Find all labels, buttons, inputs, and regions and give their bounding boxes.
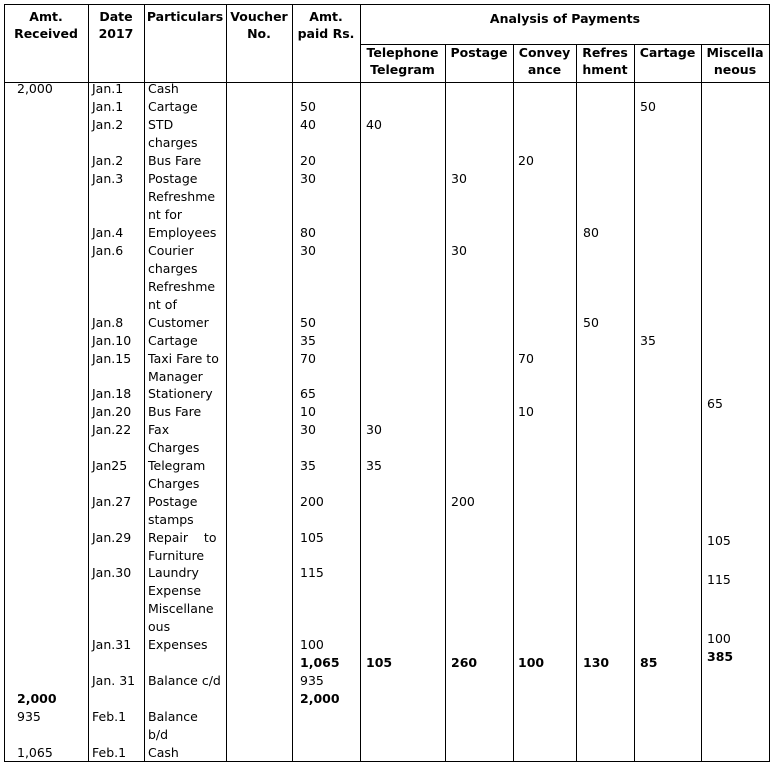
- header-analysis: Analysis of Payments: [489, 11, 641, 26]
- header-telephone: Telephone Telegram: [366, 45, 439, 77]
- paid-amount: 70: [300, 351, 316, 366]
- refreshment-amount: 50: [583, 315, 599, 330]
- telephone-amount: 30: [366, 422, 382, 437]
- header-particulars: Particulars: [146, 9, 224, 24]
- telephone-amount: 35: [366, 458, 382, 473]
- conveyance-amount: 70: [518, 351, 534, 366]
- entry-date: Jan.22: [92, 422, 132, 437]
- entry-particulars: Expense: [148, 583, 202, 598]
- paid-amount: 80: [300, 225, 316, 240]
- entry-particulars: charges: [148, 261, 198, 276]
- col-border-11: [769, 4, 770, 762]
- entry-date: Jan.29: [92, 530, 132, 545]
- entry-particulars: Customer: [148, 315, 209, 330]
- total-postage: 260: [451, 655, 478, 670]
- entry-particulars: STD: [148, 117, 174, 132]
- entry-date: Jan.6: [92, 243, 124, 258]
- header-voucher: Voucher No.: [230, 9, 288, 41]
- postage-amount: 200: [451, 494, 475, 509]
- entry-particulars: Refreshme: [148, 279, 216, 294]
- entry-particulars: Postage: [148, 494, 198, 509]
- conveyance-amount: 10: [518, 404, 534, 419]
- cash-date: Feb.1: [92, 745, 127, 760]
- paid-amount: 35: [300, 458, 316, 473]
- header-refreshment: Refres hment: [582, 45, 628, 77]
- entry-particulars: Taxi Fare to: [148, 351, 219, 366]
- col-border-6: [445, 44, 446, 762]
- paid-amount: 30: [300, 243, 316, 258]
- postage-amount: 30: [451, 243, 467, 258]
- balance-cd-date: Jan. 31: [92, 673, 136, 688]
- cartage-amount: 35: [640, 333, 656, 348]
- entry-date: Jan.1: [92, 99, 124, 114]
- telephone-amount: 40: [366, 117, 382, 132]
- misc-amount: 65: [707, 396, 723, 411]
- entry-particulars: Miscellane: [148, 601, 214, 616]
- total-telephone: 105: [366, 655, 393, 670]
- entry-particulars: Stationery: [148, 386, 213, 401]
- entry-particulars: stamps: [148, 512, 194, 527]
- entry-particulars: Refreshme: [148, 189, 216, 204]
- entry-date: Jan.27: [92, 494, 132, 509]
- balance-bd-amount: 935: [17, 709, 41, 724]
- entry-particulars: charges: [148, 135, 198, 150]
- balance-bd-label: Balance: [148, 709, 198, 724]
- col-border-4: [292, 4, 293, 762]
- entry-particulars: Charges: [148, 440, 200, 455]
- entry-particulars: Charges: [148, 476, 200, 491]
- entry-particulars: Bus Fare: [148, 153, 202, 168]
- header-date: Date 2017: [98, 9, 134, 41]
- total-misc: 385: [707, 649, 734, 664]
- total-cartage: 85: [640, 655, 658, 670]
- grand-total-received: 2,000: [17, 691, 57, 706]
- balance-cd-amount: 935: [300, 673, 324, 688]
- header-amt-received: Amt. Received: [14, 9, 78, 41]
- entry-particulars: Fax: [148, 422, 170, 437]
- entry-particulars: Postage: [148, 171, 198, 186]
- entry-particulars: Cartage: [148, 99, 198, 114]
- misc-amount: 105: [707, 533, 731, 548]
- cash-label: Cash: [148, 745, 179, 760]
- entry-particulars: Laundry: [148, 565, 199, 580]
- col-border-0: [4, 4, 5, 762]
- paid-amount: 105: [300, 530, 324, 545]
- entry-date: Jan.2: [92, 117, 124, 132]
- total-refreshment: 130: [583, 655, 610, 670]
- entry-particulars: Courier: [148, 243, 194, 258]
- col-border-5: [360, 4, 361, 762]
- entry-date: Jan25: [92, 458, 128, 473]
- entry-particulars: Manager: [148, 369, 203, 384]
- entry-particulars: ous: [148, 619, 171, 634]
- postage-amount: 30: [451, 171, 467, 186]
- entry-particulars: nt of: [148, 297, 177, 312]
- entry-date: Jan.1: [92, 81, 124, 96]
- entry-particulars: Repair to: [148, 530, 217, 545]
- cash-received-amount: 1,065: [17, 745, 53, 760]
- entry-particulars: Furniture: [148, 548, 205, 563]
- header-cartage: Cartage: [639, 45, 696, 60]
- entry-particulars: Bus Fare: [148, 404, 202, 419]
- balance-bd-label: b/d: [148, 727, 169, 742]
- col-border-3: [226, 4, 227, 762]
- paid-amount: 65: [300, 386, 316, 401]
- entry-particulars: Employees: [148, 225, 217, 240]
- balance-bd-date: Feb.1: [92, 709, 127, 724]
- paid-amount: 30: [300, 422, 316, 437]
- header-conveyance: Convey ance: [518, 45, 571, 77]
- entry-particulars: Expenses: [148, 637, 208, 652]
- paid-amount: 100: [300, 637, 324, 652]
- table-top-border: [4, 4, 770, 5]
- paid-amount: 20: [300, 153, 316, 168]
- entry-date: Jan.4: [92, 225, 124, 240]
- paid-amount: 35: [300, 333, 316, 348]
- col-border-2: [144, 4, 145, 762]
- header-misc: Miscella neous: [706, 45, 764, 77]
- header-postage: Postage: [450, 45, 508, 60]
- col-border-9: [634, 44, 635, 762]
- paid-amount: 50: [300, 99, 316, 114]
- total-conveyance: 100: [518, 655, 545, 670]
- entry-particulars: nt for: [148, 207, 182, 222]
- paid-amount: 50: [300, 315, 316, 330]
- entry-date: Jan.3: [92, 171, 124, 186]
- paid-amount: 40: [300, 117, 316, 132]
- paid-amount: 200: [300, 494, 324, 509]
- cartage-amount: 50: [640, 99, 656, 114]
- paid-amount: 10: [300, 404, 316, 419]
- refreshment-amount: 80: [583, 225, 599, 240]
- entry-date: Jan.18: [92, 386, 132, 401]
- entry-date: Jan.15: [92, 351, 132, 366]
- entry-particulars: Cartage: [148, 333, 198, 348]
- col-border-1: [88, 4, 89, 762]
- entry-date: Jan.10: [92, 333, 132, 348]
- entry-particulars: Telegram: [148, 458, 206, 473]
- received-amount: 2,000: [17, 81, 53, 96]
- entry-date: Jan.2: [92, 153, 124, 168]
- entry-date: Jan.30: [92, 565, 132, 580]
- entry-date: Jan.20: [92, 404, 132, 419]
- col-border-7: [513, 44, 514, 762]
- entry-date: Jan.31: [92, 637, 132, 652]
- misc-amount: 115: [707, 572, 731, 587]
- entry-date: Jan.8: [92, 315, 124, 330]
- total-paid: 1,065: [300, 655, 340, 670]
- conveyance-amount: 20: [518, 153, 534, 168]
- col-border-10: [701, 44, 702, 762]
- balance-cd-label: Balance c/d: [148, 673, 221, 688]
- col-border-8: [576, 44, 577, 762]
- paid-amount: 115: [300, 565, 324, 580]
- grand-total-paid: 2,000: [300, 691, 340, 706]
- paid-amount: 30: [300, 171, 316, 186]
- header-amt-paid: Amt. paid Rs.: [297, 9, 355, 41]
- misc-amount: 100: [707, 631, 731, 646]
- entry-particulars: Cash: [148, 81, 179, 96]
